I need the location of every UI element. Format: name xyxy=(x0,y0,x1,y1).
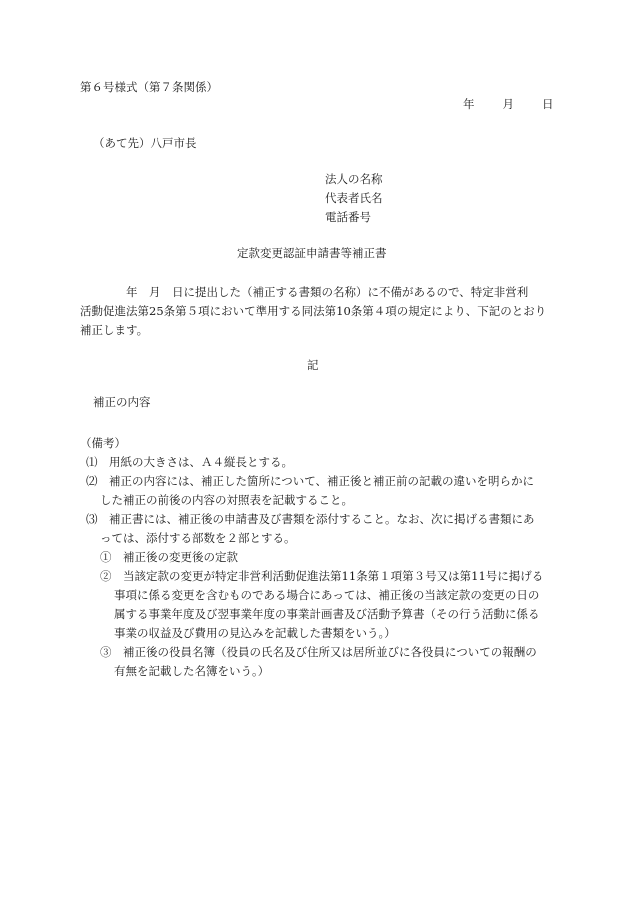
form-number: 第６号様式（第７条関係） xyxy=(80,80,218,94)
ki-heading: 記 xyxy=(307,358,319,372)
remarks-subitem-cont: 有無を記載した名簿をいう。） xyxy=(114,664,270,678)
remarks-subitem-cont: 事項に係る変更を含むものである場合にあっては、補正後の当該定款の変更の日の xyxy=(114,588,540,602)
remarks-item: ⑴ 用紙の大きさは、Ａ４縦長とする。 xyxy=(86,455,293,469)
remarks-item: ⑶ 補正書には、補正後の申請書及び書類を添付すること。なお、次に掲げる書類にあ xyxy=(86,512,535,526)
document-title: 定款変更認証申請書等補正書 xyxy=(237,246,387,260)
phone-label: 電話番号 xyxy=(325,210,371,224)
remarks-block xyxy=(80,434,550,681)
remarks-subitem: ② 当該定款の変更が特定非営利活動促進法第11条第１項第３号又は第11号に掲げる xyxy=(100,569,544,583)
remarks-subitem-cont: 属する事業年度及び翌事業年度の事業計画書及び活動予算書（その行う活動に係る xyxy=(114,607,540,621)
addressee: （あて先）八戸市長 xyxy=(93,136,197,150)
date-line xyxy=(463,99,554,111)
representative-label: 代表者氏名 xyxy=(325,191,383,205)
corp-name-label: 法人の名称 xyxy=(325,172,383,186)
remarks-subitem: ① 補正後の変更後の定款 xyxy=(100,550,238,564)
remarks-heading: （備考） xyxy=(80,436,126,450)
body-line: 活動促進法第25条第５項において準用する同法第10条第４項の規定により、下記のとおり xyxy=(80,304,547,318)
body-line: 補正します。 xyxy=(80,323,149,337)
date-year: 年 xyxy=(463,97,475,111)
remarks-subitem-cont: 事業の収益及び費用の見込みを記載した書類をいう。） xyxy=(114,626,396,640)
remarks-item: ⑵ 補正の内容には、補正した箇所について、補正後と補正前の記載の違いを明らかに xyxy=(86,474,535,488)
remarks-item-cont: っては、添付する部数を２部とする。 xyxy=(100,531,296,545)
body-text xyxy=(80,283,550,340)
date-month: 月 xyxy=(502,97,514,111)
body-line: 年 月 日に提出した（補正する書類の名称）に不備があるので、特定非営利 xyxy=(80,285,529,299)
remarks-subitem: ③ 補正後の役員名簿（役員の氏名及び住所又は居所並びに各役員についての報酬の xyxy=(100,645,537,659)
section-label: 補正の内容 xyxy=(93,395,151,409)
applicant-block xyxy=(325,174,383,231)
remarks-item-cont: した補正の前後の内容の対照表を記載すること。 xyxy=(100,493,353,507)
date-day: 日 xyxy=(542,97,554,111)
